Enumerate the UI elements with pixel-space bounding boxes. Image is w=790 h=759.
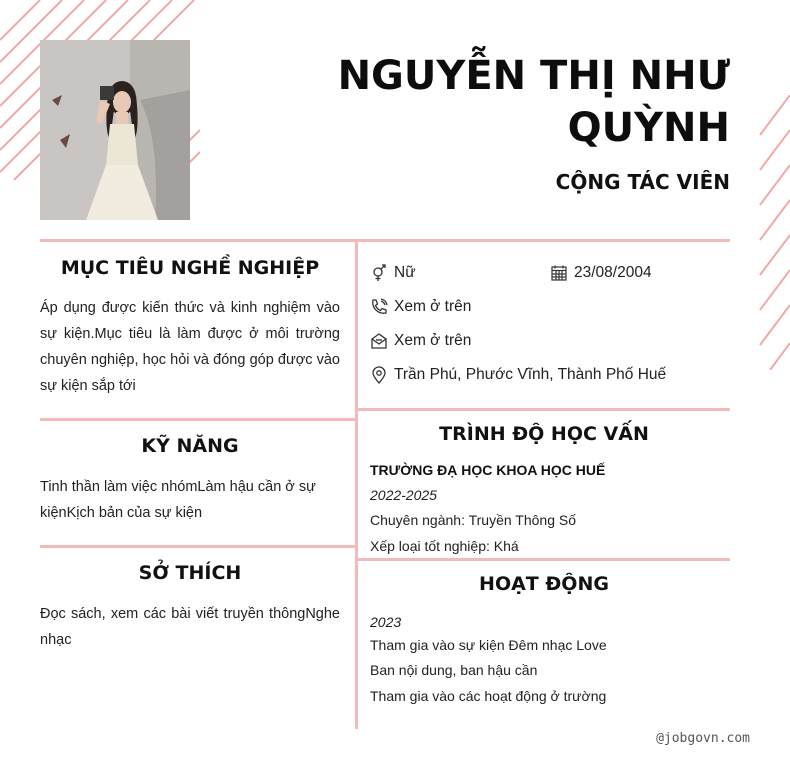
activity-item: Tham gia vào các hoạt động ở trường	[370, 688, 607, 704]
watermark: @jobgovn.com	[656, 731, 750, 746]
activity-item: Ban nội dung, ban hậu cần	[370, 662, 538, 678]
email-value: Xem ở trên	[394, 332, 472, 349]
divider	[40, 545, 355, 548]
hobbies-title: SỞ THÍCH	[138, 562, 242, 584]
email-row	[370, 332, 471, 350]
divider	[40, 418, 355, 421]
divider	[358, 408, 730, 411]
address-row	[370, 366, 666, 384]
objective-title: MỤC TIÊU NGHỀ NGHIỆP	[60, 257, 320, 279]
education-school: TRƯỜNG ĐẠ HỌC KHOA HỌC HUẾ	[370, 462, 606, 478]
hobbies-text: Đọc sách, xem các bài viết truyền thôngNghe nhạc	[40, 606, 340, 648]
profile-photo	[40, 40, 190, 220]
calendar-icon	[550, 264, 568, 282]
gender-row	[370, 264, 416, 282]
dob-row	[550, 264, 652, 282]
email-icon	[370, 332, 388, 350]
education-major: Chuyên ngành: Truyền Thông Số	[370, 512, 577, 528]
address-value: Trần Phú, Phước Vĩnh, Thành Phố Huế	[394, 366, 667, 383]
skills-text: Tinh thần làm việc nhómLàm hậu cần ở sự kiệnKịch bản của sự kiện	[40, 479, 316, 521]
job-title: CỘNG TÁC VIÊN	[555, 170, 730, 194]
candidate-name: NGUYỄN THỊ NHƯ QUỲNH	[337, 53, 730, 151]
objective-text: Áp dụng được kiến thức và kinh nghiệm vào sự kiện.Mục tiêu là làm được ở môi trường chuyên nghiệp, học hỏi và đóng góp được vào sự kiện sắp tới	[40, 300, 340, 394]
location-icon	[370, 366, 388, 384]
phone-icon	[370, 298, 388, 316]
activities-title: HOẠT ĐỘNG	[479, 573, 609, 595]
divider	[40, 239, 730, 242]
skills-title: KỸ NĂNG	[141, 435, 239, 457]
phone-row	[370, 298, 471, 316]
activity-item: Tham gia vào sự kiện Đêm nhạc Love	[370, 637, 607, 653]
phone-value: Xem ở trên	[394, 298, 472, 315]
gender-value: Nữ	[394, 264, 416, 281]
divider	[358, 558, 730, 561]
decorative-stripes-right	[755, 95, 790, 370]
activities-year: 2023	[370, 614, 402, 630]
education-title: TRÌNH ĐỘ HỌC VẤN	[439, 423, 649, 445]
dob-value: 23/08/2004	[574, 264, 652, 281]
divider	[355, 239, 358, 729]
education-grade: Xếp loại tốt nghiệp: Khá	[370, 538, 519, 554]
gender-icon	[370, 264, 388, 282]
education-years: 2022-2025	[370, 487, 437, 503]
